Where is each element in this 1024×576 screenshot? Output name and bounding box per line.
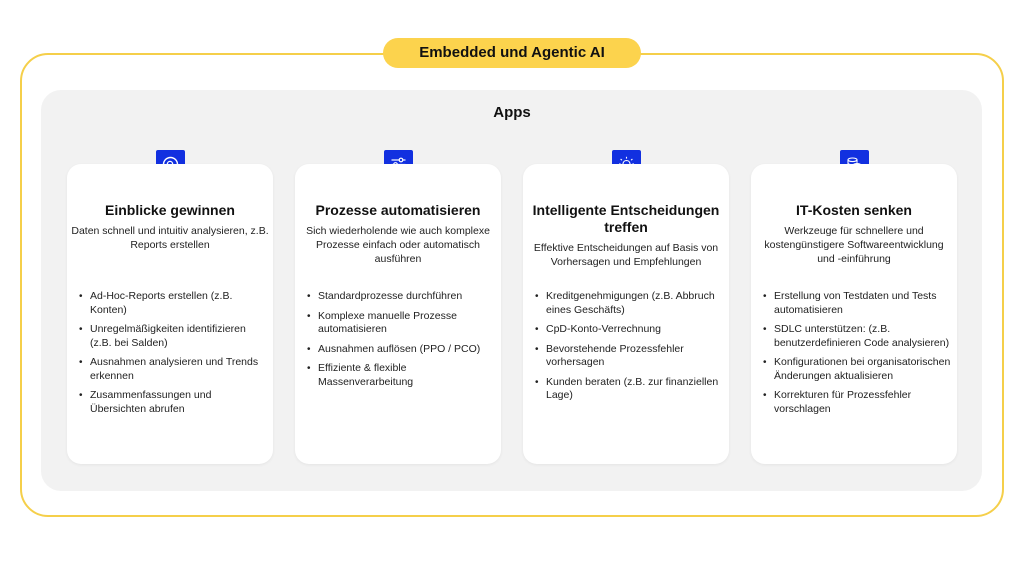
card-einblicke (67, 164, 273, 464)
card-list (307, 290, 495, 395)
card-description: Sich wiederholende wie auch komplexe Prozesse einfach oder automatisch ausführen (306, 225, 490, 265)
list-item: • Erstellung von Testdaten und Tests automatisieren (763, 290, 951, 317)
card-title: Einblicke gewinnen (105, 202, 235, 218)
card-title: Intelligente Entscheidungen treffen (532, 202, 720, 235)
card-description: Effektive Entscheidungen auf Basis von Vorhersagen und Empfehlungen (533, 242, 719, 268)
card-list (535, 290, 723, 409)
list-item: • Konfigurationen bei organisatorischen Änderungen aktualisieren (763, 356, 951, 383)
list-item: • Kreditgenehmigungen (z.B. Abbruch eines Geschäfts) (535, 290, 723, 317)
list-item: • Bevorstehende Prozessfehler vorhersagen (535, 343, 723, 370)
list-item: • Standardprozesse durchführen (307, 290, 495, 304)
card-title: IT-Kosten senken (796, 202, 912, 218)
card-title: Prozesse automatisieren (315, 202, 481, 218)
list-item: • Korrekturen für Prozessfehler vorschlagen (763, 389, 951, 416)
list-item: • Ausnahmen auflösen (PPO / PCO) (307, 343, 495, 357)
list-item: • SDLC unterstützen: (z.B. benutzerdefinieren Code analysieren) (763, 323, 951, 350)
card-entscheidungen (523, 164, 729, 464)
card-list (79, 290, 267, 422)
list-item: • Unregelmäßigkeiten identifizieren (z.B. bei Salden) (79, 323, 267, 350)
list-item: • Ausnahmen analysieren und Trends erkennen (79, 356, 267, 383)
list-item: • Effiziente & flexible Massenverarbeitung (307, 362, 495, 389)
list-item: • CpD-Konto-Verrechnung (535, 323, 723, 337)
card-description: Werkzeuge für schnellere und kostengünstigere Softwareentwicklung und -einführung (764, 225, 944, 265)
apps-title: Apps (493, 104, 531, 121)
list-item: • Komplexe manuelle Prozesse automatisieren (307, 310, 495, 337)
embedded-ai-badge: Embedded und Agentic AI (383, 38, 641, 68)
list-item: • Ad-Hoc-Reports erstellen (z.B. Konten) (79, 290, 267, 317)
card-description: Daten schnell und intuitiv analysieren, z.B. Reports erstellen (71, 225, 269, 251)
list-item: • Kunden beraten (z.B. zur finanziellen Lage) (535, 376, 723, 403)
card-it-kosten (751, 164, 957, 464)
list-item: • Zusammenfassungen und Übersichten abrufen (79, 389, 267, 416)
card-prozesse (295, 164, 501, 464)
card-list (763, 290, 951, 422)
